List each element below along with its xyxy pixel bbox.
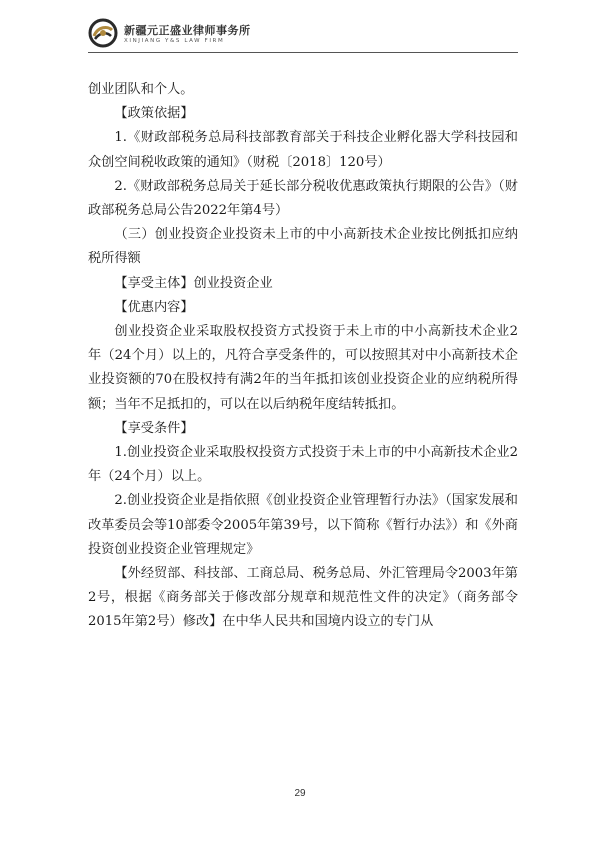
page-number: 29 bbox=[294, 788, 306, 799]
section-heading: 【享受主体】创业投资企业 bbox=[114, 275, 273, 291]
paragraph: 2.创业投资企业是指依照《创业投资企业管理暂行办法》（国家发展和改革委员会等10部委令2005年第39号，以下简称《暂行办法》）和《外商投资创业投资企业管理规定》 bbox=[88, 493, 518, 557]
page-header bbox=[88, 16, 518, 52]
subsection-title: （三）创业投资企业投资未上市的中小高新技术企业按比例抵扣应纳税所得额 bbox=[88, 227, 518, 267]
paragraph: 创业团队和个人。 bbox=[88, 82, 194, 97]
section-heading: 【政策依据】 bbox=[114, 106, 194, 122]
paragraph: 1.创业投资企业采取股权投资方式投资于未上市的中小高新技术企业2年（24个月）以上。 bbox=[88, 445, 518, 485]
header-divider bbox=[88, 52, 518, 53]
paragraph: 2.《财政部税务总局关于延长部分税收优惠政策执行期限的公告》（财政部税务总局公告2022年第4号） bbox=[88, 178, 518, 219]
firm-name-cn: 新疆元正盛业律师事务所 bbox=[124, 24, 251, 37]
firm-logo-icon bbox=[88, 18, 118, 48]
paragraph: 【外经贸部、科技部、工商总局、税务总局、外汇管理局令2003年第2号，根据《商务部关于修改部分规章和规范性文件的决定》（商务部令2015年第2号）修改】在中华人民共和国境内设立的专门从 bbox=[88, 566, 518, 630]
document-body bbox=[88, 78, 518, 635]
firm-name-en: XINJIANG Y&S LAW FIRM bbox=[124, 38, 225, 44]
section-heading: 【优惠内容】 bbox=[114, 299, 194, 315]
paragraph: 1.《财政部税务总局科技部教育部关于科技企业孵化器大学科技园和众创空间税收政策的通知》（财税〔2018〕120号） bbox=[88, 130, 518, 170]
paragraph: 创业投资企业采取股权投资方式投资于未上市的中小高新技术企业2年（24个月）以上的，凡符合享受条件的，可以按照其对中小高新技术企业投资额的70在股权持有满2年的当年抵扣该创业投资企业的应纳税所得额；当年不足抵扣的，可以在以后纳税年度结转抵扣。 bbox=[88, 324, 518, 412]
section-heading: 【享受条件】 bbox=[114, 420, 194, 436]
